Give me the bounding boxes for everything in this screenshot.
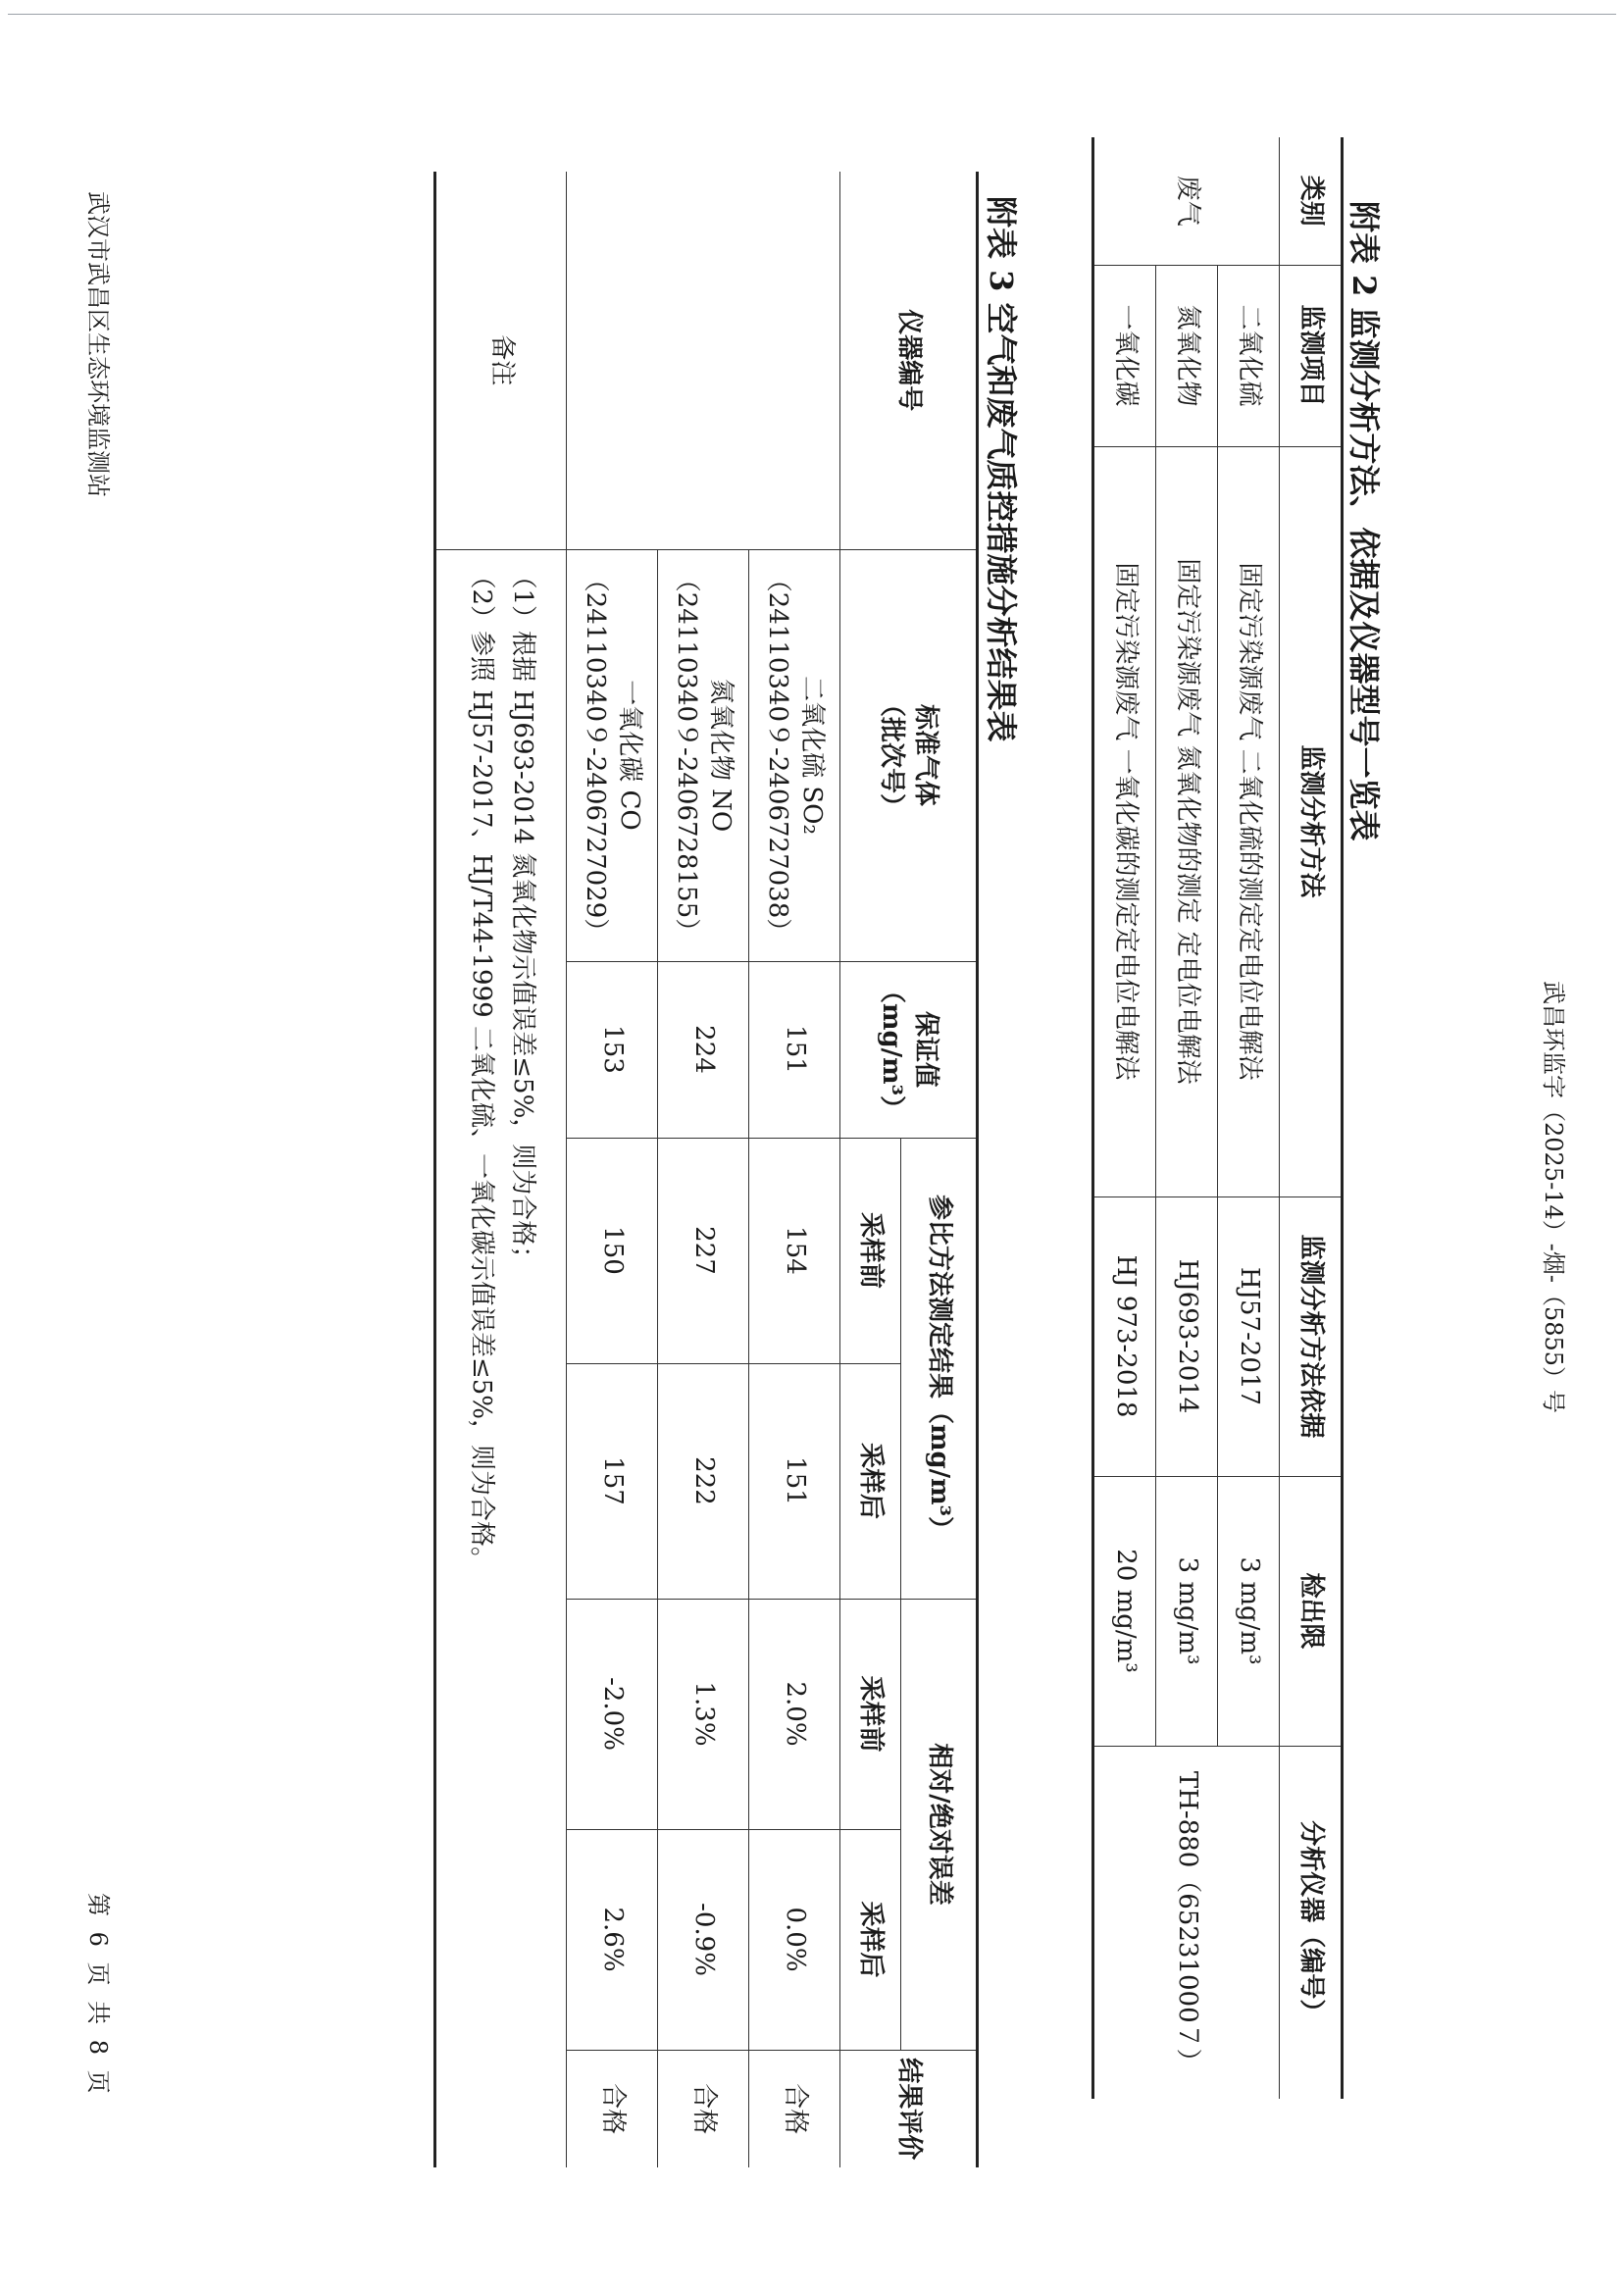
- col-method: 监测分析方法: [1280, 446, 1343, 1196]
- gas-name: 二氧化硫 SO₂: [797, 676, 828, 835]
- col-item: 监测项目: [1280, 265, 1343, 446]
- standard-gas-cell: [658, 549, 749, 961]
- item-cell: 二氧化硫: [1218, 265, 1280, 446]
- col-err-before: 采样前: [840, 1599, 901, 1829]
- item-cell: 氮氧化物: [1156, 265, 1218, 446]
- result-cell: 合格: [658, 2050, 749, 2167]
- err-after-cell: 0.0%: [749, 1829, 840, 2050]
- err-after-cell: -0.9%: [658, 1829, 749, 2050]
- col-comparison: 参比方法测定结果（mg/m³）: [901, 1138, 978, 1599]
- page-number: 第 6 页 共 8 页: [84, 1893, 112, 2098]
- guarantee-cell: 224: [658, 961, 749, 1138]
- gas-batch: （24110340９-2406727029）: [581, 566, 610, 944]
- err-before-cell: 2.0%: [749, 1599, 840, 1829]
- col-instrument-no: 仪器编号: [840, 172, 978, 549]
- basis-cell: HJ693-2014: [1156, 1196, 1218, 1476]
- method-table: [1091, 137, 1344, 2099]
- guarantee-unit: （mg/m³）: [877, 977, 906, 1122]
- batch-label: （批次号）: [877, 690, 906, 819]
- standard-gas-cell: [749, 549, 840, 961]
- ref-before-cell: 154: [749, 1138, 840, 1363]
- guarantee-cell: 151: [749, 961, 840, 1138]
- standard-gas-cell: [567, 549, 658, 961]
- col-category: 类别: [1280, 137, 1343, 265]
- gas-batch: （24110340９-2406727038）: [763, 566, 792, 944]
- col-ref-before: 采样前: [840, 1138, 901, 1363]
- limit-cell: 20 mg/m³: [1093, 1476, 1156, 1746]
- item-cell: 一氧化碳: [1093, 265, 1156, 446]
- col-ref-after: 采样后: [840, 1363, 901, 1599]
- table-header-row: [901, 172, 978, 2167]
- ref-after-cell: 222: [658, 1363, 749, 1599]
- remarks-cell: [435, 549, 567, 2167]
- col-evaluation: 结果评价: [840, 2050, 978, 2167]
- col-standard-gas: [840, 549, 978, 961]
- guarantee-label: 保证值: [911, 1010, 941, 1088]
- remarks-label: 备注: [435, 172, 567, 549]
- table3-caption: 附表 3 空气和废气质控措施分析结果表: [983, 196, 1020, 742]
- instrument-cell: TH-880（65231000７）: [1093, 1746, 1280, 2099]
- result-cell: 合格: [749, 2050, 840, 2167]
- method-cell: 固定污染源废气 二氧化硫的测定定电位电解法: [1218, 446, 1280, 1196]
- instrument-no-cell: [567, 172, 840, 549]
- ref-before-cell: 150: [567, 1138, 658, 1363]
- limit-cell: 3 mg/m³: [1156, 1476, 1218, 1746]
- err-before-cell: 1.3%: [658, 1599, 749, 1829]
- col-limit: 检出限: [1280, 1476, 1343, 1746]
- col-basis: 监测分析方法依据: [1280, 1196, 1343, 1476]
- guarantee-cell: 153: [567, 961, 658, 1138]
- ref-before-cell: 227: [658, 1138, 749, 1363]
- col-error: 相对/绝对误差: [901, 1599, 978, 2050]
- ref-after-cell: 151: [749, 1363, 840, 1599]
- standard-gas-label: 标准气体: [911, 703, 941, 806]
- ref-after-cell: 157: [567, 1363, 658, 1599]
- table2-caption: 附表 2 监测分析方法、依据及仪器型号一览表: [1345, 201, 1383, 841]
- basis-cell: HJ57-2017: [1218, 1196, 1280, 1476]
- remarks-row: [435, 172, 567, 2167]
- table-row: [1218, 137, 1280, 2099]
- col-guarantee: [840, 961, 978, 1138]
- col-err-after: 采样后: [840, 1829, 901, 2050]
- station-name: 武汉市武昌区生态环境监测站: [84, 191, 112, 497]
- gas-name: 氮氧化物 NO: [706, 678, 736, 833]
- remark-line: （1）根据 HJ693-2014 氮氧化物示值误差≤5%，则为合格；: [507, 563, 537, 1272]
- basis-cell: HJ 973-2018: [1093, 1196, 1156, 1476]
- gas-name: 一氧化碳 CO: [615, 680, 645, 831]
- err-before-cell: -2.0%: [567, 1599, 658, 1829]
- method-cell: 固定污染源废气 氮氧化物的测定 定电位电解法: [1156, 446, 1218, 1196]
- result-cell: 合格: [567, 2050, 658, 2167]
- table-row: [749, 172, 840, 2167]
- err-after-cell: 2.6%: [567, 1829, 658, 2050]
- qc-table: [433, 172, 979, 2167]
- table-header-row: [1280, 137, 1343, 2099]
- remark-line: （2）参照 HJ57-2017、HJ/T44-1999 二氧化硫、一氧化碳示值误差≤5%，则为合格。: [467, 563, 496, 1572]
- method-cell: 固定污染源废气 一氧化碳的测定定电位电解法: [1093, 446, 1156, 1196]
- col-instrument: 分析仪器（编号）: [1280, 1746, 1343, 2099]
- limit-cell: 3 mg/m³: [1218, 1476, 1280, 1746]
- doc-number: 武昌环监字（2025-14）-烟-（5855）号: [1540, 981, 1567, 1414]
- gas-batch: （24110340９-2406728155）: [672, 566, 701, 944]
- category-cell: 废气: [1093, 137, 1280, 265]
